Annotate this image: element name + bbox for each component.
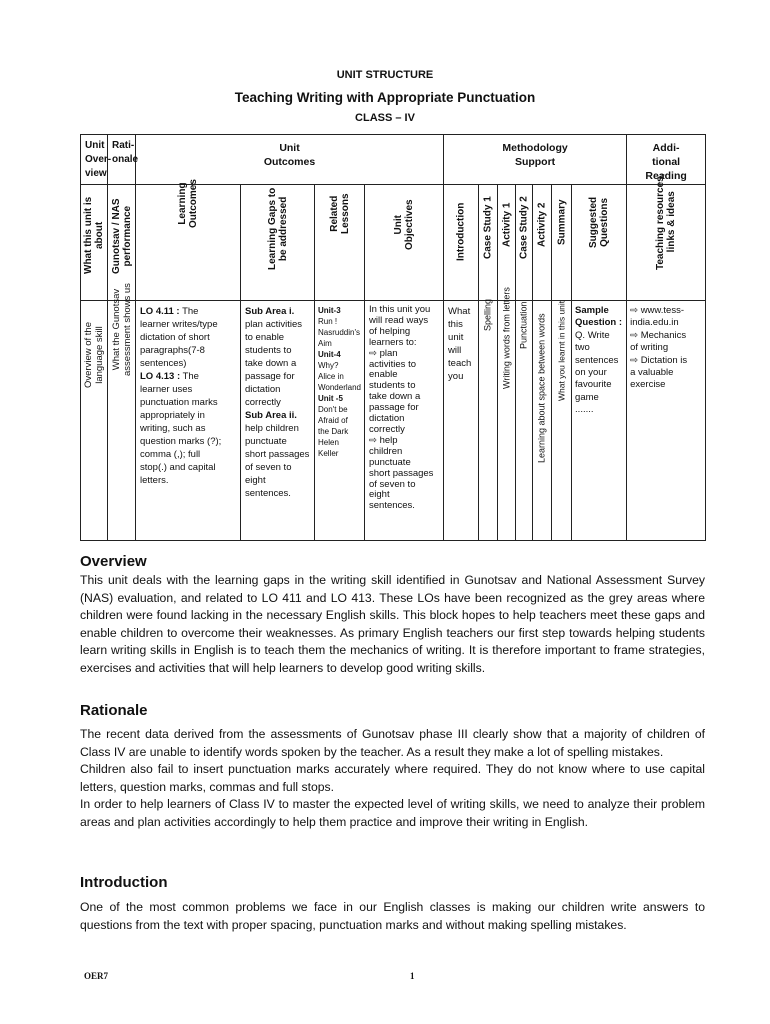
body-activity-2-space-between-words: Learning about space between words <box>536 313 547 463</box>
text-line <box>318 305 362 316</box>
text: question marks (?); <box>140 436 222 447</box>
text-line <box>245 435 311 448</box>
text-line: ⇨ help <box>369 434 398 446</box>
text-line: What <box>448 306 471 317</box>
header-gunotsav-nas <box>111 198 133 274</box>
text-line: correctly <box>369 423 405 435</box>
text: learner writes/type <box>140 319 218 330</box>
text-line: Learning <box>177 182 188 225</box>
text-line: ⇨ plan <box>369 347 398 359</box>
text-line: dictation <box>369 413 405 425</box>
text-line <box>575 355 624 367</box>
text-line: eight <box>369 489 390 501</box>
group-rationale <box>108 135 139 185</box>
text-line <box>245 331 311 344</box>
text-line <box>575 305 624 317</box>
text-line: of helping <box>369 325 411 337</box>
text: two <box>575 342 590 354</box>
document-title: Teaching Writing with Appropriate Punctuation <box>234 90 536 105</box>
text-line: children <box>369 445 403 457</box>
text-line: passage for <box>369 402 419 414</box>
text: Aim <box>318 339 332 348</box>
text-line: Reading <box>645 170 687 182</box>
text-line <box>575 367 624 379</box>
bold-text: Sample <box>575 305 609 316</box>
rationale-heading: Rationale <box>80 702 148 719</box>
text: dictation of short <box>140 332 210 343</box>
text-line: activities to <box>369 358 416 370</box>
body-learning-gaps <box>241 301 315 541</box>
text-line: learners to: <box>369 336 417 348</box>
text-line <box>140 474 237 487</box>
text: short passages <box>245 449 310 460</box>
text-line: Suggested <box>588 196 600 248</box>
text-line: Methodology <box>502 142 568 154</box>
text: stop(.) and capital <box>140 462 216 473</box>
group-unit-overview <box>81 135 112 185</box>
text-line: links & ideas <box>666 191 678 253</box>
text-line <box>140 435 237 448</box>
body-unit-objectives <box>365 301 444 541</box>
text-line: will <box>448 345 462 356</box>
text-line: Outcomes <box>263 156 316 168</box>
unit-structure-label: UNIT STRUCTURE <box>336 69 434 81</box>
text-line <box>140 383 237 396</box>
text-line <box>575 330 624 342</box>
text-line <box>245 474 311 487</box>
text-line: teach <box>448 358 472 369</box>
text: correctly <box>245 397 281 408</box>
text-line <box>140 396 237 409</box>
text: take down a <box>245 358 297 369</box>
text-line <box>318 393 362 404</box>
bold-text: Unit-4 <box>318 350 341 359</box>
text-line: Outcomes <box>188 179 199 228</box>
text: appropriately in <box>140 410 205 421</box>
rationale-paragraph-3: In order to help learners of Class IV to master the expected level of writing skills, we need to analyze their problem areas and plan activities accordingly to help them practice and improve their writing in English. <box>80 797 705 829</box>
bold-text: Sub Area ii. <box>245 410 297 421</box>
text-line <box>575 317 624 329</box>
text-line: Learning Gaps to <box>266 187 278 270</box>
bold-text: Unit-3 <box>318 306 341 315</box>
text-line: this <box>448 319 463 330</box>
text-line: What this unit is <box>83 196 94 274</box>
text-line: exercise <box>630 379 666 391</box>
text-line: Gunotsav / NAS <box>110 198 122 274</box>
text-line: What the Gunotsav <box>110 288 122 371</box>
group-unit-outcomes <box>136 135 444 185</box>
text-line <box>245 422 311 435</box>
rationale-paragraph-2: Children also fail to insert punctuation marks accurately where required. They do not know where to use capital letters, question marks, commas and full stops. <box>80 762 705 794</box>
introduction-heading: Introduction <box>80 874 168 891</box>
text-line: performance <box>121 205 133 267</box>
text-line <box>575 379 624 391</box>
text: Don't be <box>318 405 348 414</box>
body-learning-outcomes <box>136 301 241 541</box>
text-line <box>318 338 362 349</box>
header-summary: Summary <box>556 199 568 245</box>
header-suggested-questions <box>588 197 610 248</box>
rationale-section <box>80 702 705 832</box>
text-line <box>245 370 311 383</box>
header-unit-objectives <box>393 199 415 250</box>
text: ....... <box>575 404 594 416</box>
text-line: Unit <box>393 214 405 235</box>
text-line <box>245 318 311 331</box>
text-line <box>140 409 237 422</box>
text-line: tional <box>652 156 681 168</box>
text-line: Unit <box>85 140 105 151</box>
text: Why? <box>318 361 339 370</box>
overview-section <box>80 553 705 678</box>
text-line: Lessons <box>339 193 351 234</box>
text-line: india.edu.in <box>630 317 679 329</box>
text-line: sentences. <box>369 500 415 512</box>
text: students to <box>245 345 292 356</box>
body-case-study-2-punctuation: Punctuation <box>518 301 529 349</box>
text-line <box>318 404 362 415</box>
text-line: view <box>85 168 107 179</box>
text-line <box>575 404 624 416</box>
text: learner uses <box>140 384 193 395</box>
introduction-section <box>80 874 705 934</box>
body-teaching-resources <box>627 301 706 541</box>
text-line: assessment shows us <box>121 283 133 376</box>
page-number: 1 <box>410 971 415 981</box>
bold-text: LO 4.13 : <box>140 371 181 382</box>
text-line <box>245 461 311 474</box>
text: game <box>575 391 599 403</box>
text-line: ⇨ Dictation is <box>630 354 688 366</box>
text-line: Over- <box>85 154 112 165</box>
text: sentences) <box>140 358 187 369</box>
text-line: about <box>94 221 105 249</box>
footer-code: OER7 <box>84 971 109 981</box>
text-line: a valuable <box>630 367 674 379</box>
text-line: be addressed <box>277 196 289 262</box>
text-line: Addi- <box>652 142 680 154</box>
text-line: of writing <box>630 342 669 354</box>
text-line: of seven to <box>369 478 416 490</box>
text-line: you <box>448 371 464 382</box>
text-line <box>575 342 624 354</box>
text-line <box>245 448 311 461</box>
header-learning-outcomes <box>177 179 199 228</box>
text-line: ⇨ Mechanics <box>630 329 687 341</box>
text: Afraid of <box>318 416 348 425</box>
text-line: enable <box>369 369 398 381</box>
text: paragraphs(7-8 <box>140 345 205 356</box>
text-line <box>318 327 362 338</box>
text: Keller <box>318 449 339 458</box>
text-line <box>140 357 237 370</box>
text-line <box>140 370 237 383</box>
text-line <box>318 360 362 371</box>
text-line: Rati- <box>112 140 135 151</box>
text: comma (,); full <box>140 449 201 460</box>
text: writing, such as <box>140 423 206 434</box>
text-line: short passages <box>369 467 434 479</box>
body-overview-language-skill <box>83 322 105 388</box>
text: punctuate <box>245 436 287 447</box>
text-line <box>245 487 311 500</box>
text-line <box>575 392 624 404</box>
bold-text: Unit -5 <box>318 394 343 403</box>
text-line <box>140 305 237 318</box>
overview-text: This unit deals with the learning gaps in the writing skill identified in Gunotsav and National Assessment Survey (NAS) evaluation, and related to LO 411 and LO 413. These LOs have been recognized as the grey areas where children were found lacking in the necessary English skills. This block hopes to help teachers meet these gaps and enable children to overcome their weaknesses. As primary English teachers our first step towards helping students learn writing skills in English is to teach them the mechanics of writing. It is therefore important to frame strategies, exercises and activities that will help learners to develop good writing skills. <box>80 573 705 675</box>
text-line <box>140 422 237 435</box>
body-activity-1-writing-words: Writing words from letters <box>501 287 512 389</box>
text: sentences <box>575 354 619 366</box>
unit-structure-table <box>80 134 706 541</box>
text-line <box>318 415 362 426</box>
text-line <box>140 331 237 344</box>
bold-text: Sub Area i. <box>245 306 295 317</box>
body-related-lessons <box>315 301 365 541</box>
header-what-unit-about <box>83 197 105 274</box>
rationale-paragraph-1: The recent data derived from the assessments of Gunotsav phase III clearly show that a majority of children of Class IV are unable to identify words spoken by the teacher. As a result they make a lot of spelling mistakes. <box>80 727 705 759</box>
text-line <box>318 426 362 437</box>
text-line: take down a <box>369 391 421 403</box>
text: eight <box>245 475 266 486</box>
body-suggested-questions <box>572 301 627 541</box>
text-line <box>140 461 237 474</box>
header-case-study-1: Case Study 1 <box>482 196 494 259</box>
header-introduction: Introduction <box>455 202 467 261</box>
text-line: onale <box>112 154 139 165</box>
overview-heading: Overview <box>80 553 147 570</box>
text-line <box>318 448 362 459</box>
text: letters. <box>140 475 169 486</box>
text-line <box>318 382 362 393</box>
body-summary-what-you-learnt: What you learnt in this unit <box>556 300 567 401</box>
text-line: Questions <box>599 197 611 247</box>
text-line <box>245 344 311 357</box>
text-line <box>245 383 311 396</box>
text-line <box>140 448 237 461</box>
body-gunotsav-assessment <box>111 283 133 376</box>
text: sentences. <box>245 488 291 499</box>
body-case-study-1-spelling: Spelling <box>482 298 493 331</box>
text-line <box>245 305 311 318</box>
text-line: Related <box>328 195 340 232</box>
body-introduction <box>444 301 479 541</box>
text-line <box>140 318 237 331</box>
header-activity-2: Activity 2 <box>536 202 548 247</box>
text-line: students to <box>369 380 416 392</box>
text-line: punctuate <box>369 456 411 468</box>
text: help children <box>245 423 299 434</box>
text-line <box>245 409 311 422</box>
text-line: Teaching resources, <box>655 173 667 270</box>
header-learning-gaps <box>267 188 289 270</box>
text: passage for <box>245 371 295 382</box>
text: Wonderland <box>318 383 361 392</box>
bold-text: Question : <box>575 317 623 329</box>
text: Alice in <box>318 372 344 381</box>
text: Nasruddin's <box>318 328 360 337</box>
text: plan activities <box>245 319 303 330</box>
text-line <box>318 316 362 327</box>
text-line <box>318 371 362 382</box>
text: Helen <box>318 438 339 447</box>
header-related-lessons <box>329 193 351 234</box>
text: of seven to <box>245 462 292 473</box>
text-line: unit <box>448 332 464 343</box>
bold-text: LO 4.11 : <box>140 306 180 317</box>
text: favourite <box>575 379 612 391</box>
text-line <box>140 344 237 357</box>
text-line <box>318 349 362 360</box>
text: Run ! <box>318 317 338 326</box>
introduction-text: One of the most common problems we face in our English classes is making our children write answers to questions from the text with proper spacing, punctuation marks and without making spelling mistakes. <box>80 900 705 932</box>
header-teaching-resources <box>655 173 677 270</box>
text-line: Overview of the <box>83 322 94 388</box>
text: The <box>179 306 199 317</box>
text-line: Unit <box>279 142 300 154</box>
text: Q. Write <box>575 329 610 341</box>
text: The <box>180 371 199 382</box>
header-activity-1: Activity 1 <box>501 202 513 247</box>
text: punctuation marks <box>140 397 218 408</box>
text-line: will read ways <box>369 314 429 326</box>
text-line <box>318 437 362 448</box>
text-line: ⇨ www.tess- <box>630 305 684 316</box>
text-line: Support <box>514 156 556 168</box>
text-line <box>245 396 311 409</box>
group-methodology-support <box>444 135 627 185</box>
text-line: In this unit you <box>369 304 431 315</box>
text: the Dark <box>318 427 349 436</box>
class-label: CLASS – IV <box>355 112 415 124</box>
text: on your <box>575 367 607 379</box>
text-line <box>245 357 311 370</box>
header-case-study-2: Case Study 2 <box>518 196 530 259</box>
text-line: language skill <box>94 326 105 384</box>
text: dictation <box>245 384 281 395</box>
text: to enable <box>245 332 285 343</box>
text-line: Objectives <box>404 199 416 250</box>
